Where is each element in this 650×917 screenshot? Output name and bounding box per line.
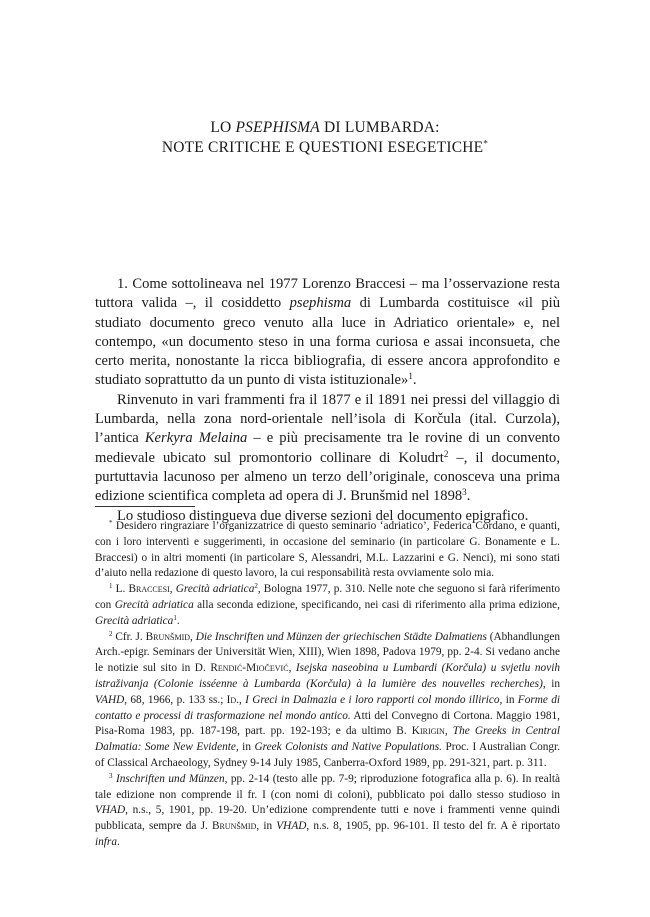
paragraph-3: Lo studioso distingueva due diverse sezioni del documento epigrafico. <box>117 507 529 524</box>
article-title <box>70 118 580 158</box>
footnote-star <box>95 519 560 582</box>
footnote-1 <box>95 582 560 629</box>
text-run-italic: VHAD <box>95 804 126 817</box>
author-name: Rendić-Miočević <box>210 662 289 675</box>
author-name: Brunšmid <box>145 630 191 643</box>
text-run-italic: Isejska naseobina u Lumbardi (Korčula) u svjetlu novih istraživanja (Colonie isséenne à Lumbarda (Korčula) à la lumière des nouvelles recherches) <box>95 662 560 690</box>
text-run: L. <box>112 583 129 596</box>
text-run: alla seconda edizione, specificando, nei casi di riferimento alla prima edizione, <box>193 598 560 611</box>
text-run-italic: Grecità adriatica <box>95 614 174 627</box>
text-run: in <box>238 741 255 754</box>
title-suffix: DI LUMBARDA: <box>319 119 440 136</box>
footnote-2 <box>95 630 560 772</box>
text-run: , <box>239 693 246 706</box>
title-line-2 <box>70 138 580 158</box>
title-prefix: LO <box>210 119 236 136</box>
text-run: Rinvenuto in vari frammenti fra il 1877 e il 1891 nei pressi del villaggio di Lumbarda, nella zona nord-orientale nell’isola di Korčula (ital. Curzola), l’antica <box>95 391 560 447</box>
text-run: Atti del Convegno di Cortona. Maggio 1981, Pisa-Roma 1983, pp. 187-198, part. pp. 192-193; e da ultimo B. <box>95 709 561 738</box>
paragraph-2 <box>95 391 560 507</box>
text-run: , n.s. 8, 1905, pp. 96-101. Il testo del fr. A è riportato <box>306 820 560 833</box>
text-run: in <box>502 693 518 706</box>
text-run: , in <box>542 677 561 690</box>
footnote-ref-1: 1 <box>408 371 413 382</box>
text-run: (Abhandlungen Arch.-epigr. Seminars der Universität Wien, XIII), Wien 1898, Padova 1979, pp. 2-4. Si vedano anche le notizie sul sito in D. <box>95 630 560 675</box>
text-run: , <box>190 630 196 643</box>
text-run-italic: Grecità adriatica <box>175 583 255 596</box>
footnote-mark: * <box>109 519 113 528</box>
edition-mark: 2 <box>254 582 258 591</box>
footnote-mark: 2 <box>109 629 113 638</box>
text-run: di Lumbarda costituisce «il più studiato documento greco venuto alla luce in Adriatico orientale» e, nel contempo, «un documento steso in una forma curiosa e assai inconsueta, che certo merita, nonostante la ricca bibliografia, di essere ancora approfondito e studiato soprattutto da un punto di vista istituzionale» <box>95 295 560 389</box>
footnote-separator <box>95 506 195 507</box>
text-run-italic: VHAD <box>276 820 307 833</box>
text-run: , in <box>256 820 277 833</box>
title-line-1 <box>70 118 580 138</box>
body-text <box>95 275 560 526</box>
footnotes <box>95 519 560 851</box>
author-name: Brunšmid <box>211 820 257 833</box>
text-run: – e più precisamente tra le rovine di un convento medievale ubicato sul promontorio collinare di Koludrt <box>95 430 560 466</box>
text-run-italic: psephisma <box>289 295 352 312</box>
author-name: Kirigin <box>411 725 445 738</box>
text-run: , n.s., 5, 1901, pp. 19-20. Un’edizione comprendente tutti e nove i frammenti venne quindi pubblicata, sempre da J. <box>95 804 560 833</box>
text-run-italic: Kerkyra Melaina <box>144 430 248 447</box>
text-run: , <box>288 662 296 675</box>
text-run: , <box>169 583 176 596</box>
title-subtitle: NOTE CRITICHE E QUESTIONI ESEGETICHE <box>161 139 484 156</box>
title-footnote-mark: * <box>483 139 489 150</box>
author-name: Braccesi <box>128 583 170 596</box>
footnote-mark: 3 <box>109 771 113 780</box>
text-run-italic: Inschriften und Münzen <box>115 772 225 785</box>
text-run: –, il documento, purtuttavia lacunoso per almeno un terzo dell’originale, conosceva una prima edizione scientifica completa ad opera di J. Brunšmid nel 1898 <box>95 449 560 505</box>
text-run: . <box>466 488 471 505</box>
text-run: Desidero ringraziare l’organizzatrice di questo seminario ‘adriatico’, Federica Cordano, e quanti, con i loro interventi e suggerimenti, in occasione del seminario (in particolare G. Bonamente e L. Braccesi) o in altri momenti (in particolare S, Alessandri, M.L. Lazzarini e G. Nenci), mi sono stati d’aiuto nella redazione di questo lavoro, la cui responsabilità resta ovviamente solo mia. <box>95 520 560 580</box>
text-run-italic: The Greeks in Central Dalmatia: Some New Evidente, <box>95 725 560 754</box>
text-run: , Bologna 1977, p. 310. Nelle note che seguono si farà riferimento con <box>95 583 560 611</box>
title-italic: PSEPHISMA <box>235 119 320 136</box>
text-run-italic: VAHD <box>95 693 125 706</box>
footnote-3 <box>95 772 560 851</box>
text-run-italic: Grecità adriatica <box>114 598 194 611</box>
text-run: . <box>176 614 180 627</box>
footnote-ref-2: 2 <box>443 448 449 459</box>
text-run: , <box>444 725 453 738</box>
text-run: . <box>412 372 417 389</box>
edition-mark: 1 <box>173 613 177 622</box>
text-run: , 68, 1966, p. 133 ss.; <box>124 693 227 706</box>
text-run-italic: Greek Colonists and Native Populations. <box>254 741 443 754</box>
text-run-italic: I Greci in Dalmazia e i loro rapporti col mondo illirico, <box>245 693 503 706</box>
text-run-italic: Forme di contatto e processi di trasformazione nel mondo antico. <box>95 693 561 722</box>
text-run: . <box>116 835 120 848</box>
footnote-ref-3: 3 <box>462 487 467 498</box>
text-run: 1. Come sottolineava nel 1977 Lorenzo Braccesi – ma l’osservazione resta tuttora valida –, il cosiddetto <box>95 276 560 312</box>
footnote-mark: 1 <box>109 582 113 591</box>
author-name: Id. <box>226 693 240 706</box>
text-run: , pp. 2-14 (testo alle pp. 7-9; riproduzione fotografica alla p. 6). In realtà tale edizione non comprende il fr. I (con nomi di coloni), pubblicato poi dallo stesso studioso in <box>95 772 560 801</box>
text-run-italic: Die Inschriften und Münzen der griechischen Städte Dalmatiens <box>195 630 487 643</box>
text-run: Cfr. J. <box>112 630 146 643</box>
paragraph-1 <box>95 275 560 391</box>
text-run: Proc. I Australian Congr. of Classical Archaeology, Sydney 9-14 July 1985, Canberra-Oxford 1989, pp. 291-321, part. p. 311. <box>95 741 561 769</box>
text-run-italic: infra <box>95 835 117 848</box>
